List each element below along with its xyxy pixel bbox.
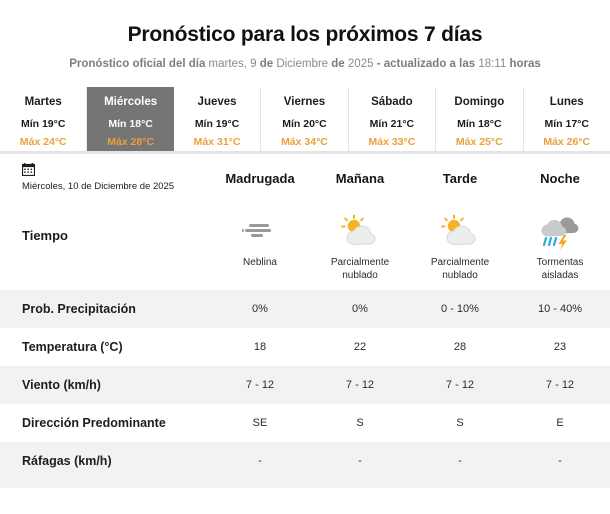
row-value: 0% [252,303,268,315]
row-value: 7 - 12 [245,379,275,391]
day-min-temp: Mín 19°C [20,118,66,130]
weather-condition-label: Parcialmente nublado [330,257,390,281]
day-name: Miércoles [104,96,158,108]
period-header-1: Mañana [335,170,385,186]
day-card-martes[interactable] [0,87,87,151]
day-max-temp: Máx 25°C [455,136,503,148]
day-min-temp: Mín 21°C [369,118,415,130]
weather-cell-3 [510,202,610,282]
row-value: 0% [352,303,368,315]
day-name: Martes [24,96,62,108]
table-row-date [0,154,610,202]
subtitle-part-1: martes, 9 [208,58,260,70]
table-row [0,328,610,366]
weather-condition-label: Tormentas aisladas [536,257,584,281]
weather-cell-2 [410,202,510,282]
header [0,0,610,72]
row-value: E [556,417,564,429]
day-max-temp: Máx 33°C [368,136,416,148]
row-value: 7 - 12 [545,379,575,391]
day-min-temp: Mín 18°C [108,118,153,130]
day-min-temp: Mín 19°C [194,118,240,130]
row-value: S [456,417,464,429]
subtitle-part-0: Pronóstico oficial del día [69,58,209,70]
day-name: Lunes [549,96,584,108]
fog-icon [240,212,280,252]
table-bottom-fill [0,480,610,488]
day-name: Jueves [197,96,237,108]
day-max-temp: Máx 28°C [107,136,155,148]
day-max-temp: Máx 31°C [193,136,241,148]
weather-cell-1 [310,202,410,282]
day-selector[interactable] [0,87,610,154]
day-name: Domingo [454,96,505,108]
period-header-3: Noche [540,170,580,186]
day-min-temp: Mín 20°C [282,118,327,130]
forecast-table [0,154,610,494]
day-min-temp: Mín 18°C [457,118,502,130]
day-card-jueves[interactable] [174,87,261,151]
thunderstorm-icon [537,212,583,252]
table-row [0,404,610,442]
weather-row-label: Tiempo [22,228,68,243]
table-row [0,290,610,328]
row-value: 0 - 10% [441,303,479,315]
weather-cell-0 [210,202,310,282]
day-card-viernes[interactable] [261,87,348,151]
row-value: - [458,455,462,467]
row-value: 7 - 12 [445,379,475,391]
subtitle-part-2: de [259,58,277,70]
weather-condition-label: Neblina [243,257,277,268]
row-label: Viento (km/h) [22,378,101,392]
day-min-temp: Mín 17°C [544,118,589,130]
day-max-temp: Máx 24°C [19,136,67,148]
row-value: - [558,455,562,467]
page-bottom-edge [0,488,610,494]
row-value: 28 [453,341,467,353]
row-value: 18 [253,341,267,353]
row-value: S [356,417,364,429]
period-header-0: Madrugada [225,170,295,186]
day-card-domingo[interactable] [436,87,523,151]
row-value: 7 - 12 [345,379,375,391]
day-max-temp: Máx 34°C [281,136,328,148]
day-name: Viernes [283,96,326,108]
subtitle-part-4: de [331,58,348,70]
row-value: 22 [353,341,367,353]
subtitle-part-5: 2025 [347,58,377,70]
day-card-miércoles[interactable] [87,87,173,151]
day-card-lunes[interactable] [524,87,610,151]
subtitle-part-3: Diciembre [276,58,332,70]
forecast-subtitle [0,57,610,72]
day-name: Sábado [371,96,413,108]
subtitle-part-6: - actualizado a las [376,58,479,70]
row-value: 10 - 40% [537,303,583,315]
page-title: Pronóstico para los próximos 7 días [127,23,483,46]
row-label: Dirección Predominante [22,416,166,430]
row-label: Temperatura (°C) [22,340,123,354]
row-value: - [358,455,362,467]
row-value: SE [252,417,268,429]
day-max-temp: Máx 26°C [543,136,591,148]
partly-cloudy-icon [437,212,483,252]
table-row-weather [0,202,610,290]
weather-condition-label: Parcialmente nublado [430,257,490,281]
calendar-icon [22,163,210,179]
row-value: 23 [553,341,567,353]
period-header-2: Tarde [442,170,478,186]
row-label: Prob. Precipitación [22,302,136,316]
selected-date-label: Miércoles, 10 de Diciembre de 2025 [22,181,175,192]
row-value: - [258,455,262,467]
selected-date-cell [0,163,210,193]
partly-cloudy-icon [337,212,383,252]
table-row [0,366,610,404]
table-row [0,442,610,480]
subtitle-part-7: 18:11 [478,58,510,70]
row-label: Ráfagas (km/h) [22,454,112,468]
subtitle-part-8: horas [509,58,541,70]
day-card-sábado[interactable] [349,87,436,151]
